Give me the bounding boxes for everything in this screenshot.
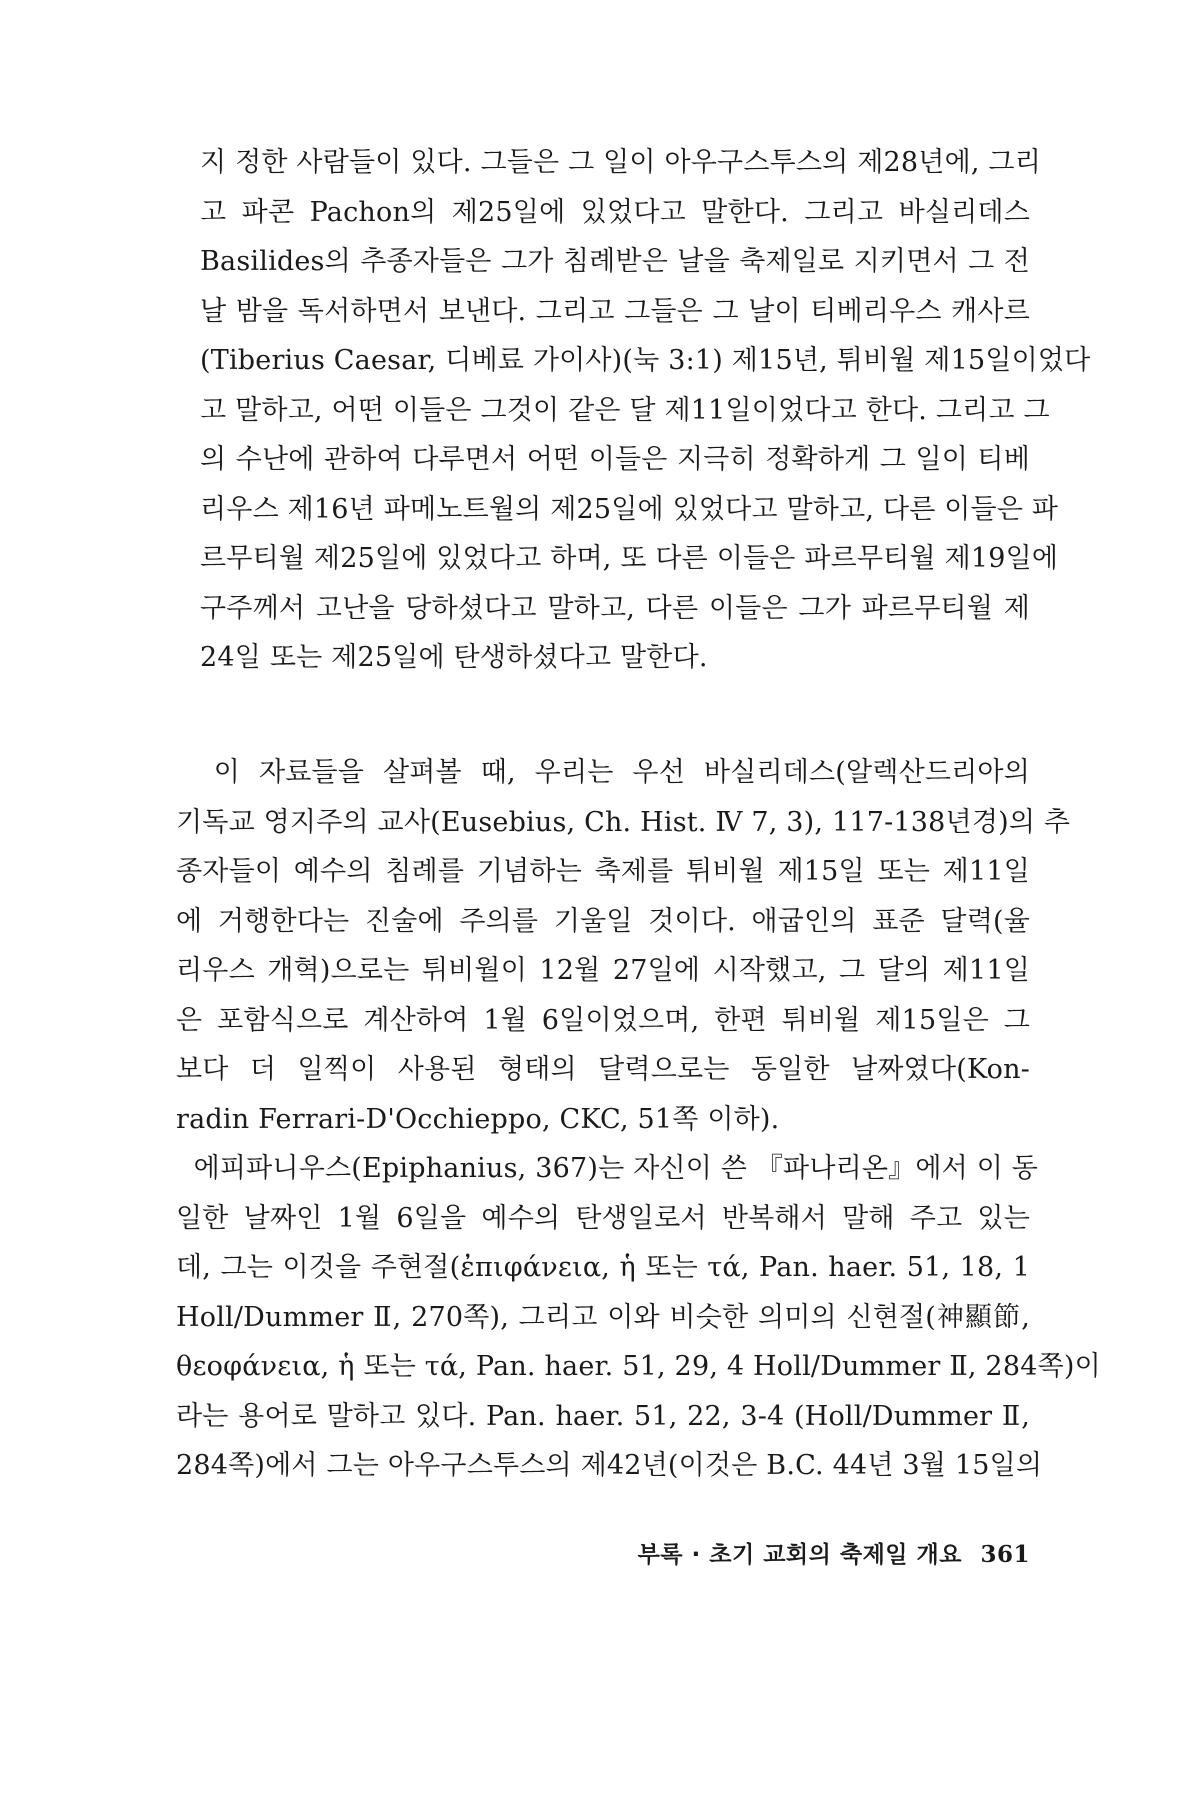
paragraph-line: 데, 그는 이것을 주현절(ἐπιφάνεια, ἡ 또는 τά, Pan. haer. 51, 18, 1 bbox=[176, 1252, 1030, 1283]
running-title: 부록 · 초기 교회의 축제일 개요 bbox=[637, 1542, 962, 1568]
paragraph-line: 종자들이 예수의 침례를 기념하는 축제를 튀비월 제15일 또는 제11일 bbox=[176, 856, 1030, 887]
indented-quotation bbox=[200, 138, 1091, 683]
paragraph-line: 에피파니우스(Epiphanius, 367)는 자신이 쓴 『파나리온』에서 이 동 bbox=[176, 1153, 1039, 1184]
quote-line: (Tiberius Caesar, 디베료 가이사)(눅 3:1) 제15년, 튀비월 제15일이었다 bbox=[200, 345, 1091, 376]
page-number: 361 bbox=[980, 1541, 1030, 1568]
paragraph-line: 리우스 개혁)으로는 튀비월이 12월 27일에 시작했고, 그 달의 제11일 bbox=[176, 955, 1030, 986]
quote-line: 구주께서 고난을 당하셨다고 말하고, 다른 이들은 그가 파르무티월 제 bbox=[200, 592, 1030, 624]
paragraph-line: Holl/Dummer Ⅱ, 270쪽), 그리고 이와 비슷한 의미의 신현절(神顯節, bbox=[176, 1301, 1030, 1333]
paragraph-line-last: radin Ferrari-D'Occhieppo, CKC, 51쪽 이하). bbox=[176, 1103, 780, 1135]
body-text bbox=[176, 748, 1101, 1491]
paragraph-line: 이 자료들을 살펴볼 때, 우리는 우선 바실리데스(알렉산드리아의 bbox=[176, 757, 1030, 788]
quote-line: 르무티월 제25일에 있었다고 하며, 또 다른 이들은 파르무티월 제19일에 bbox=[200, 543, 1059, 574]
paragraph-1 bbox=[176, 748, 1071, 1144]
paragraph-line: 에 거행한다는 진술에 주의를 기울일 것이다. 애굽인의 표준 달력(율 bbox=[176, 905, 1030, 937]
paragraph-line: 기독교 영지주의 교사(Eusebius, Ch. Hist. Ⅳ 7, 3), 117-138년경)의 추 bbox=[176, 806, 1071, 838]
paragraph-line: 284쪽)에서 그는 아우구스투스의 제42년(이것은 B.C. 44년 3월 15일의 bbox=[176, 1450, 1043, 1481]
quote-line: 고 말하고, 어떤 이들은 그것이 같은 달 제11일이었다고 한다. 그리고 그 bbox=[200, 394, 1050, 426]
quote-line: 날 밤을 독서하면서 보낸다. 그리고 그들은 그 날이 티베리우스 캐사르 bbox=[200, 295, 1030, 327]
paragraph-line: 보다 더 일찍이 사용된 형태의 달력으로는 동일한 날짜였다(Kon- bbox=[176, 1054, 1030, 1085]
page-footer bbox=[638, 1536, 1030, 1569]
quote-line: Basilides의 추종자들은 그가 침례받은 날을 축제일로 지키면서 그 전 bbox=[200, 246, 1030, 277]
paragraph-2 bbox=[176, 1144, 1101, 1491]
paragraph-line: 은 포함식으로 계산하여 1월 6일이었으며, 한편 튀비월 제15일은 그 bbox=[176, 1004, 1030, 1036]
paragraph-line: θεοφάνεια, ἡ 또는 τά, Pan. haer. 51, 29, 4 Holl/Dummer Ⅱ, 284쪽)이 bbox=[176, 1351, 1101, 1382]
quote-line: 고 파콘 Pachon의 제25일에 있었다고 말한다. 그리고 바실리데스 bbox=[200, 196, 1030, 228]
quote-line: 의 수난에 관하여 다루면서 어떤 이들은 지극히 정확하게 그 일이 티베 bbox=[200, 444, 1030, 475]
paragraph-line: 라는 용어로 말하고 있다. Pan. haer. 51, 22, 3-4 (Holl/Dummer Ⅱ, bbox=[176, 1400, 1030, 1432]
quote-line: 리우스 제16년 파메노트월의 제25일에 있었다고 말하고, 다른 이들은 파 bbox=[200, 493, 1059, 525]
quote-line: 지 정한 사람들이 있다. 그들은 그 일이 아우구스투스의 제28년에, 그리 bbox=[200, 147, 1041, 178]
quote-line-last: 24일 또는 제25일에 탄생하셨다고 말한다. bbox=[200, 642, 708, 673]
paragraph-line: 일한 날짜인 1월 6일을 예수의 탄생일로서 반복해서 말해 주고 있는 bbox=[176, 1202, 1030, 1234]
